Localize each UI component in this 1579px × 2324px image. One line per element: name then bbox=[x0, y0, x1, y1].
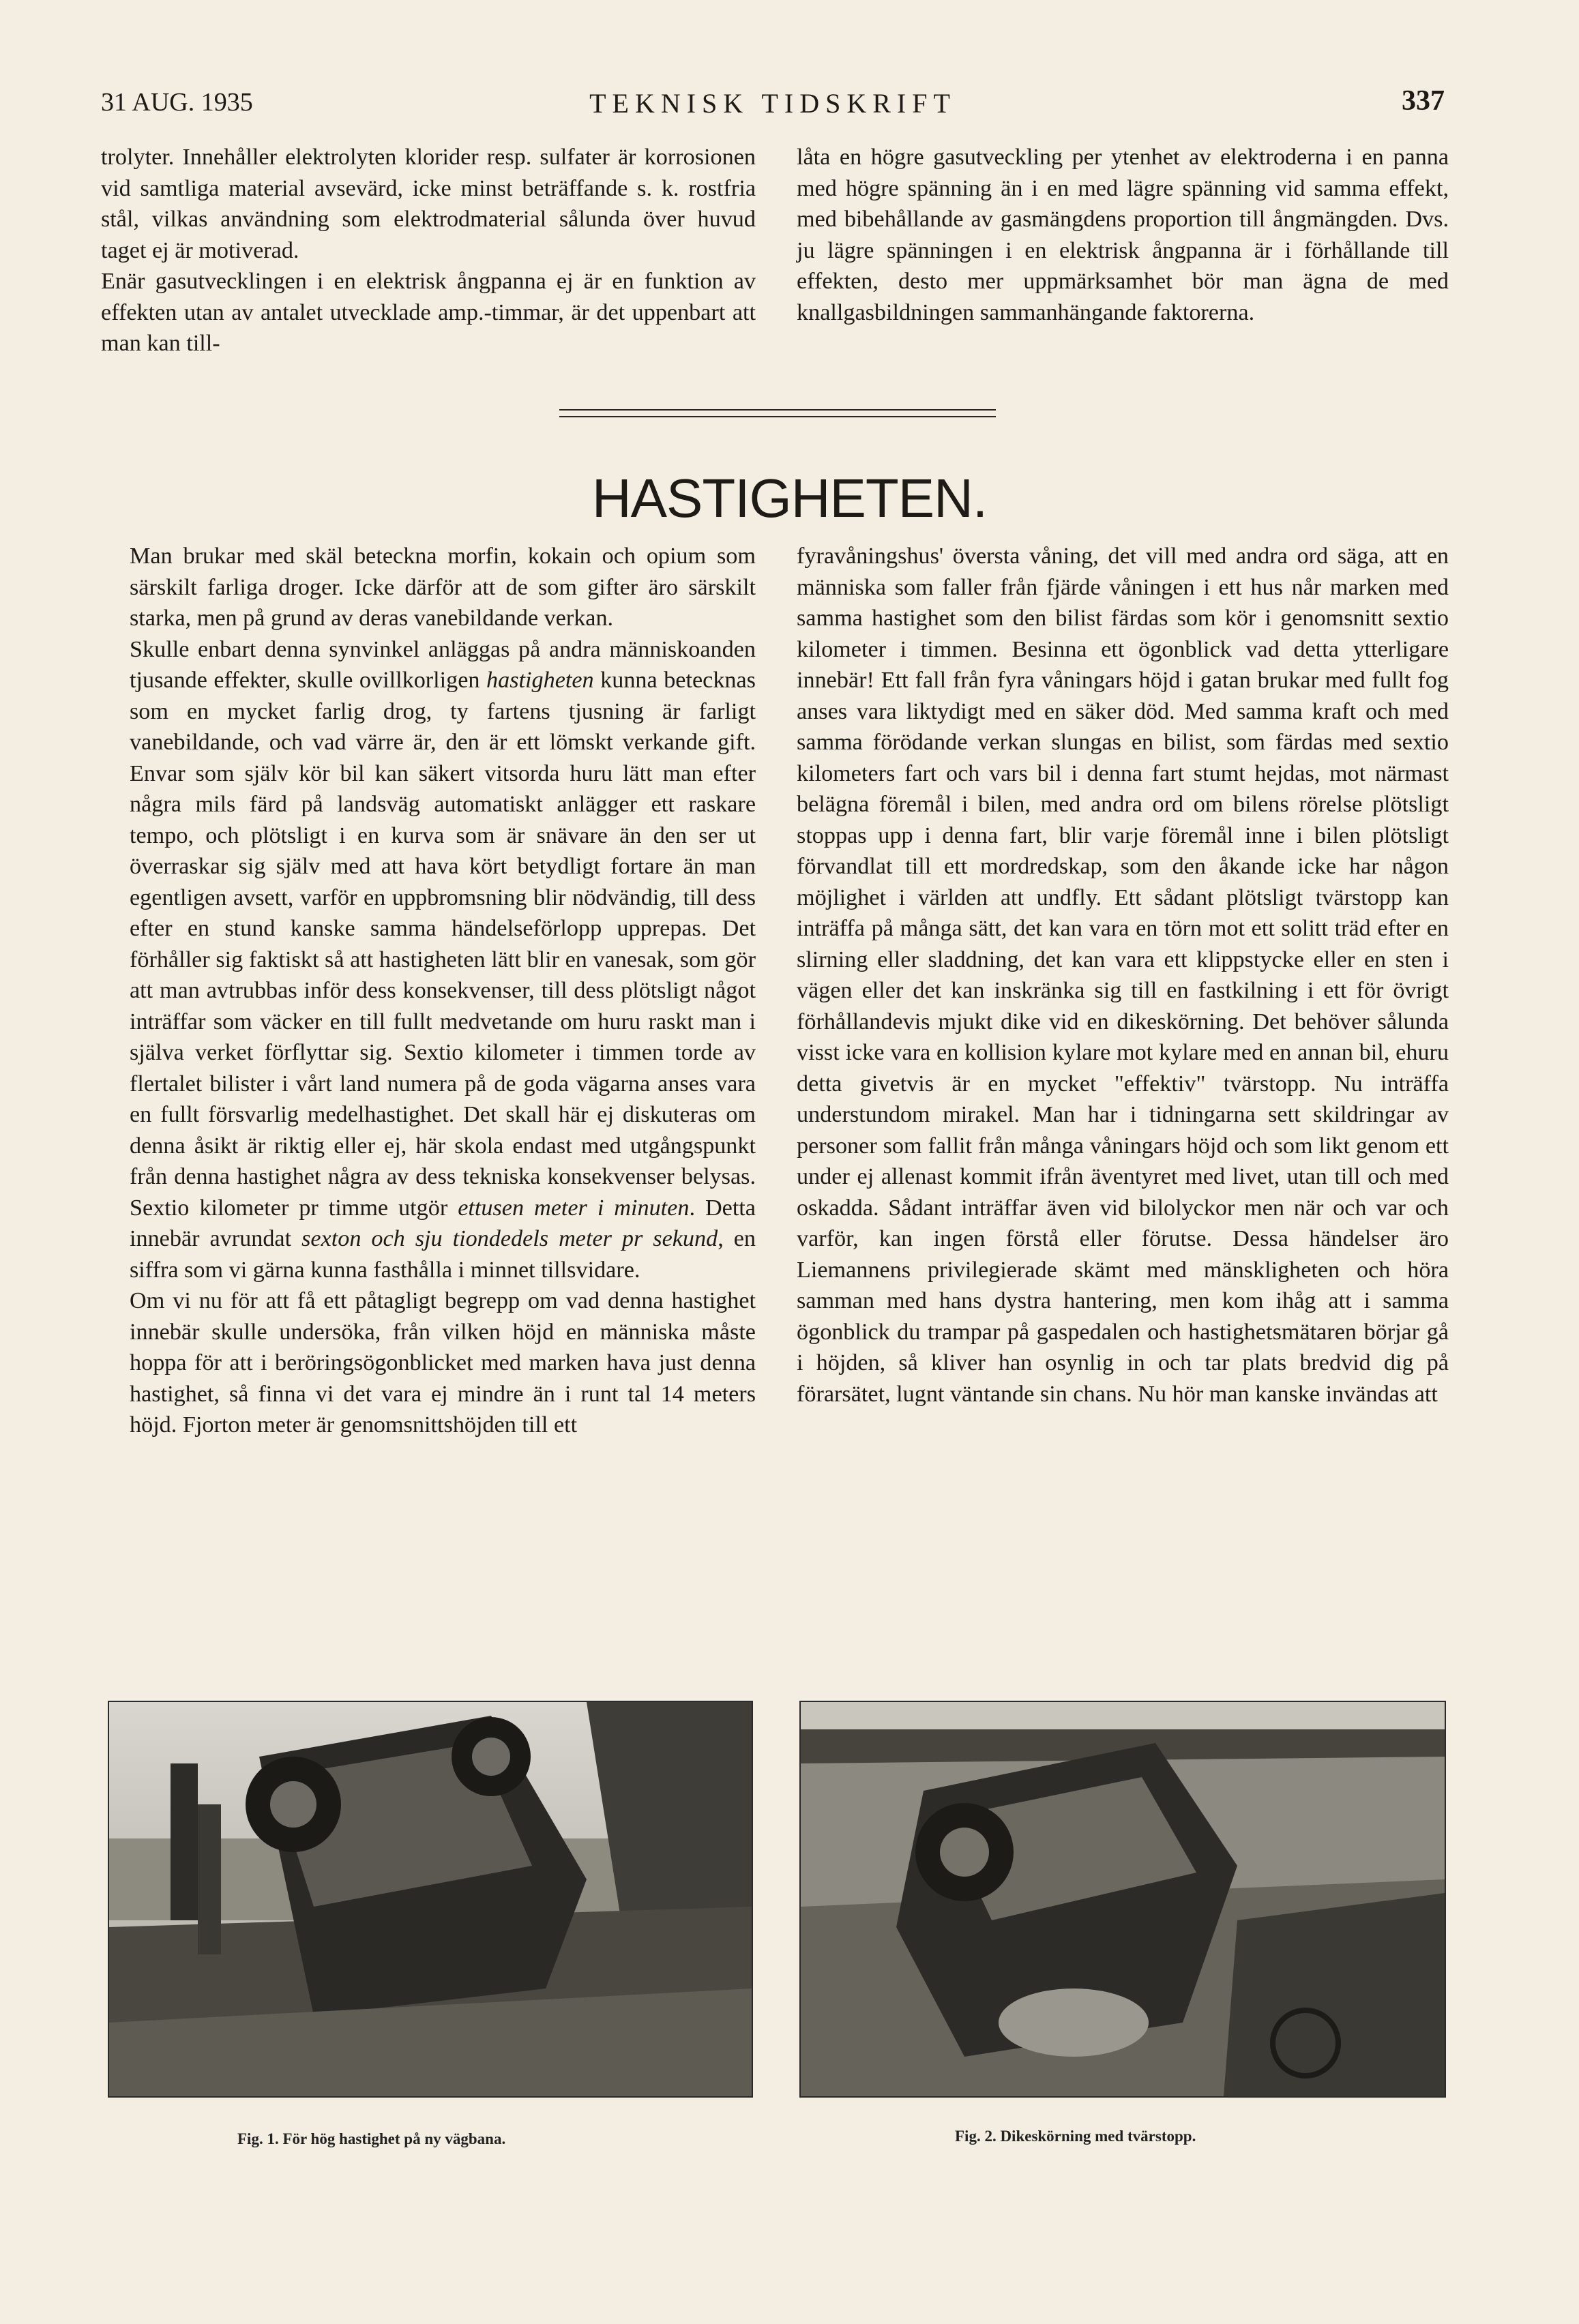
paragraph: Enär gasutvecklingen i en elektrisk ångpanna ej är en funktion av effekten utan av antalet utvecklade amp.-timmar, är det uppenbart att man kan till- bbox=[101, 269, 756, 356]
emphasis: ettusen meter i minuten bbox=[458, 1195, 690, 1221]
figure-1-caption: Fig. 1. För hög hastighet på ny vägbana. bbox=[237, 2130, 506, 2147]
page-header bbox=[101, 87, 1445, 128]
figure-2-photo bbox=[799, 1701, 1446, 2098]
article-right-column bbox=[797, 541, 1449, 1410]
journal-title: TEKNISK TIDSKRIFT bbox=[589, 88, 956, 119]
figure-2-caption: Fig. 2. Dikeskörning med tvärstopp. bbox=[955, 2128, 1196, 2145]
article-left-column bbox=[130, 541, 756, 1441]
article-title: HASTIGHETEN. bbox=[591, 468, 988, 528]
paragraph: låta en högre gasutveckling per ytenhet av elektroderna i en panna med högre spänning än i en med lägre spänning vid samma effekt, med bibehållande av gasmängdens proportion till ångmängden. Dvs. ju lägre spänningen i en elektrisk ångpanna är i förhållande till effekten, desto mer uppmärksamhet bör man ägna de med knallgasbildningen sammanhängande faktorerna. bbox=[797, 145, 1449, 325]
page-number: 337 bbox=[1402, 85, 1445, 117]
section-divider bbox=[559, 409, 996, 417]
emphasis: sexton och sju tiondedels meter pr sekund bbox=[301, 1226, 718, 1251]
issue-date: 31 AUG. 1935 bbox=[101, 88, 253, 117]
figure-1-photo bbox=[108, 1701, 753, 2098]
paragraph: Skulle enbart denna synvinkel anläggas på andra människoanden tjusande effekter, skulle ovillkorligen hastigheten kunna betecknas som en mycket farlig drog, ty fartens tjusning är farligt vanebildande, och vad värre är, den är ett lömskt verkande gift. Envar som själv kör bil kan säkert vitsorda huru lätt man efter några mils färd på landsväg automatiskt anlägger ett raskare tempo, och plötsligt i en kurva som är snävare än den ser ut överraskar sig själv med att hava kört betydligt fortare än man egentligen avsett, varför en uppbromsning blir nödvändig, till dess efter en stund kanske samma händelseförlopp upprepas. Det förhåller sig faktiskt så att hastigheten lätt blir en vanesak, som gör att man avtrubbas inför dess konsekvenser, till dess plötsligt något inträffar som väcker en till fullt medvetande om huru raskt man i själva verket förflyttar sig. Sextio kilometer i timmen torde av flertalet bilister i vårt land numera på de goda vägarna anses vara en fullt försvarlig medelhastighet. Det skall här ej diskuteras om denna åsikt är riktig eller ej, här skola endast med utgångspunkt från denna hastighet några av dess tekniska konsekvenser belysas. Sextio kilometer pr timme utgör ettusen meter i minuten. Detta innebär avrundat sexton och sju tiondedels meter pr sekund, en siffra som vi gärna kunna fasthålla i minnet tillsvidare. bbox=[130, 636, 756, 1283]
paragraph: Man brukar med skäl beteckna morfin, kokain och opium som särskilt farliga droger. Icke därför att de som gifter äro särskilt starka, men på grund av deras vanebildande verkan. bbox=[130, 543, 756, 631]
prev-article-left-column bbox=[101, 142, 756, 359]
overturned-car-photo bbox=[109, 1702, 752, 2096]
ditch-crash-photo bbox=[801, 1702, 1445, 2096]
prev-article-right-column bbox=[797, 142, 1449, 328]
emphasis: hastigheten bbox=[486, 668, 594, 693]
paragraph: Om vi nu för att få ett påtagligt begrepp om vad denna hastighet innebär skulle undersöka, från vilken höjd en människa måste hoppa för att i beröringsögonblicket med marken hava just denna hastighet, så finna vi det vara ej mindre än i runt tal 14 meters höjd. Fjorton meter är genomsnittshöjden till ett bbox=[130, 1288, 756, 1437]
paragraph: fyravåningshus' översta våning, det vill med andra ord säga, att en människa som faller från fjärde våningen i ett hus når marken med samma hastighet som den bilist färdas som kör i genomsnitt sextio kilometer i timmen. Besinna ett ögonblick vad detta ytterligare innebär! Ett fall från fyra våningars höjd i gatan brukar med fullt fog anses vara liktydigt med en säker död. Med samma kraft och med samma förödande verkan slungas en bilist, som färdas med sextio kilometers fart och vars bil i denna fart stumt hejdas, mot närmast belägna föremål i bilen, med andra ord om bilens rörelse plötsligt stoppas upp i denna fart, blir varje föremål inne i bilen plötsligt förvandlat till ett mordredskap, som den åkande icke har någon möjlighet i världen att undfly. Ett sådant plötsligt tvärstopp kan inträffa på många sätt, det kan vara en törn mot ett solitt träd efter en slirning eller sladdning, det kan vara ett klippstycke eller en sten i vägen eller det kan inskränka sig till en fastkilning i ett för övrigt förhållandevis mjukt dike vid en dikeskörning. Det behöver sålunda visst icke vara en kollision kylare mot kylare med en annan bil, ehuru detta givetvis är en mycket "effektiv" tvärstopp. Nu inträffa understundom mirakel. Man har i tidningarna sett skildringar av personer som fallit från många våningars höjd och som likt genom ett under ej allenast kommit ifrån äventyret med livet, utan till och med oskadda. Sådant inträffar även vid bilolyckor men när och var och varför, kan ingen förstå eller förutse. Dessa händelser äro Liemannens privilegierade skämt med mänskligheten och höra samman med hans dystra hantering, men kom ihåg att i samma ögonblick du trampar på gaspedalen och hastighetsmätaren börjar gå i höjden, så kliver han osynlig in och tar plats bredvid dig på förarsätet, lugnt väntande sin chans. Nu hör man kanske invändas att bbox=[797, 543, 1449, 1407]
paragraph: trolyter. Innehåller elektrolyten klorider resp. sulfater är korrosionen vid samtliga material avsevärd, icke minst beträffande s. k. rostfria stål, vilkas användning som elektrodmaterial sålunda över huvud taget ej är motiverad. bbox=[101, 145, 756, 263]
